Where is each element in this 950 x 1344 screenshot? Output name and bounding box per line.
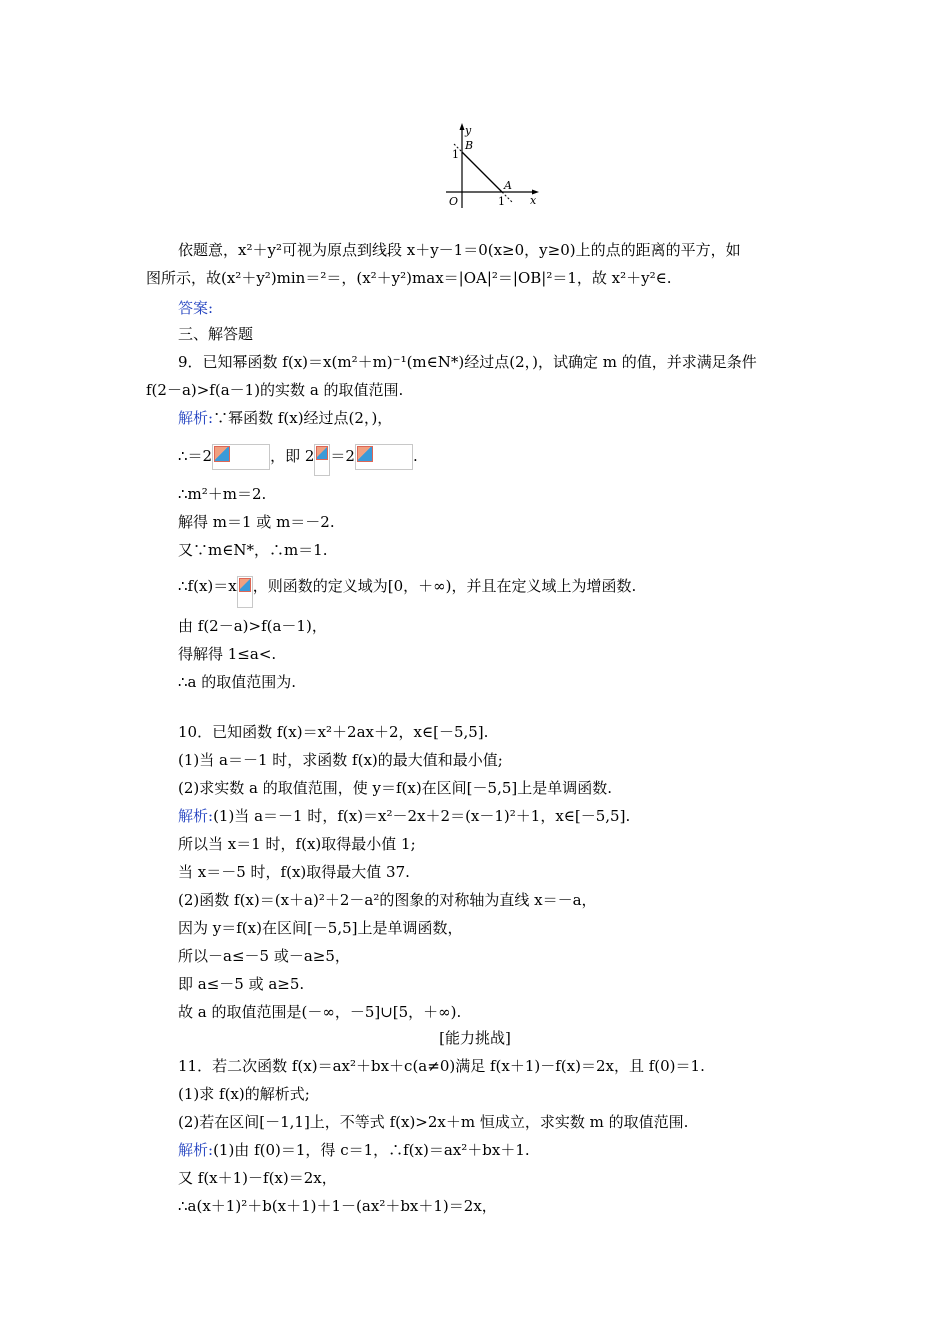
x-axis-label: x bbox=[530, 194, 537, 207]
text-line: 当 x＝－5 时，f(x)取得最大值 37. bbox=[178, 863, 410, 881]
equation-text: . bbox=[412, 447, 418, 465]
text-line: (1)求 f(x)的解析式; bbox=[178, 1085, 310, 1103]
broken-image-icon bbox=[212, 444, 270, 470]
origin-label: O bbox=[449, 195, 459, 208]
equation-text: ，即 2 bbox=[270, 447, 315, 465]
solution-label: 解析: bbox=[178, 807, 214, 825]
answer-label: 答案: bbox=[178, 299, 214, 317]
text-line: 所以当 x＝1 时，f(x)取得最小值 1; bbox=[178, 835, 416, 853]
text-line: 即 a≤－5 或 a≥5. bbox=[178, 975, 305, 993]
solution-label: 解析: bbox=[178, 409, 214, 427]
equation-text: ∴＝2 bbox=[178, 447, 213, 465]
equation-line bbox=[178, 444, 418, 476]
segment-ab bbox=[462, 152, 502, 192]
solution-text: (1)当 a＝－1 时，f(x)＝x²－2x＋2＝(x－1)²＋1，x∈[－5,5]. bbox=[213, 807, 631, 825]
problem-9: 9．已知幂函数 f(x)＝x(m²＋m)⁻¹(m∈N*)经过点(2，)，试确定 m 的值，并求满足条件 bbox=[178, 353, 757, 371]
solution-line bbox=[178, 806, 630, 826]
text-line: 由 f(2－a)>f(a－1)， bbox=[178, 617, 327, 635]
broken-image-icon bbox=[355, 444, 413, 470]
text-line: ∴m²＋m＝2. bbox=[178, 485, 267, 503]
text-line: ∴a(x＋1)²＋b(x＋1)＋1－(ax²＋bx＋1)＝2x， bbox=[178, 1197, 497, 1215]
text-line: 因为 y＝f(x)在区间[－5,5]上是单调函数， bbox=[178, 919, 463, 937]
text-line: (1)当 a＝－1 时，求函数 f(x)的最大值和最小值; bbox=[178, 751, 503, 769]
solution-text: ∵幂函数 f(x)经过点(2，)， bbox=[213, 409, 393, 427]
solution-line bbox=[178, 1140, 530, 1160]
equation-text: ，则函数的定义域为[0，＋∞)，并且在定义域上为增函数. bbox=[252, 577, 637, 595]
point-a-label: A bbox=[504, 179, 512, 192]
point-b-label: B bbox=[465, 139, 474, 152]
tick-y-label: 1 bbox=[452, 148, 459, 161]
text-line: (2)函数 f(x)＝(x＋a)²＋2－a²的图象的对称轴为直线 x＝－a， bbox=[178, 891, 597, 909]
text-line: 依题意，x²＋y²可视为原点到线段 x＋y－1＝0(x≥0，y≥0)上的点的距离的平方，如 bbox=[178, 241, 741, 259]
section-heading: 三、解答题 bbox=[178, 325, 254, 343]
text-line: 图所示，故(x²＋y²)min＝²＝，(x²＋y²)max＝|OA|²＝|OB|²＝1，故 x²＋y²∈. bbox=[146, 269, 672, 287]
broken-image-icon bbox=[237, 576, 253, 608]
line-segment-graph bbox=[440, 120, 550, 215]
equation-text: ∴f(x)＝x bbox=[178, 577, 237, 595]
y-axis-label: y bbox=[465, 124, 472, 137]
problem-11: 11．若二次函数 f(x)＝ax²＋bx＋c(a≠0)满足 f(x＋1)－f(x)＝2x，且 f(0)＝1. bbox=[178, 1057, 705, 1075]
text-line: 解得 m＝1 或 m＝－2. bbox=[178, 513, 335, 531]
broken-image-icon bbox=[314, 444, 330, 476]
text-line: f(2－a)>f(a－1)的实数 a 的取值范围. bbox=[146, 381, 404, 399]
text-line: 又∵m∈N*，∴m＝1. bbox=[178, 541, 328, 559]
solution-text: (1)由 f(0)＝1，得 c＝1，∴f(x)＝ax²＋bx＋1. bbox=[213, 1141, 530, 1159]
text-line: 所以－a≤－5 或－a≥5， bbox=[178, 947, 350, 965]
text-line: 故 a 的取值范围是(－∞，－5]∪[5，＋∞). bbox=[178, 1003, 462, 1021]
section-heading-challenge: [能力挑战] bbox=[439, 1029, 511, 1047]
y-axis-arrow bbox=[460, 123, 465, 130]
solution-line bbox=[178, 408, 392, 428]
solution-label: 解析: bbox=[178, 1141, 214, 1159]
tick-x-label: 1 bbox=[498, 195, 505, 208]
problem-10: 10．已知函数 f(x)＝x²＋2ax＋2，x∈[－5,5]. bbox=[178, 723, 489, 741]
equation-text: ＝2 bbox=[330, 447, 355, 465]
equation-line bbox=[178, 576, 636, 608]
text-line: (2)求实数 a 的取值范围，使 y＝f(x)在区间[－5,5]上是单调函数. bbox=[178, 779, 613, 797]
text-line: 又 f(x＋1)－f(x)＝2x， bbox=[178, 1169, 337, 1187]
text-line: ∴a 的取值范围为. bbox=[178, 673, 297, 691]
text-line: 得解得 1≤a<. bbox=[178, 645, 277, 663]
text-line: (2)若在区间[－1,1]上，不等式 f(x)>2x＋m 恒成立，求实数 m 的取值范围. bbox=[178, 1113, 689, 1131]
